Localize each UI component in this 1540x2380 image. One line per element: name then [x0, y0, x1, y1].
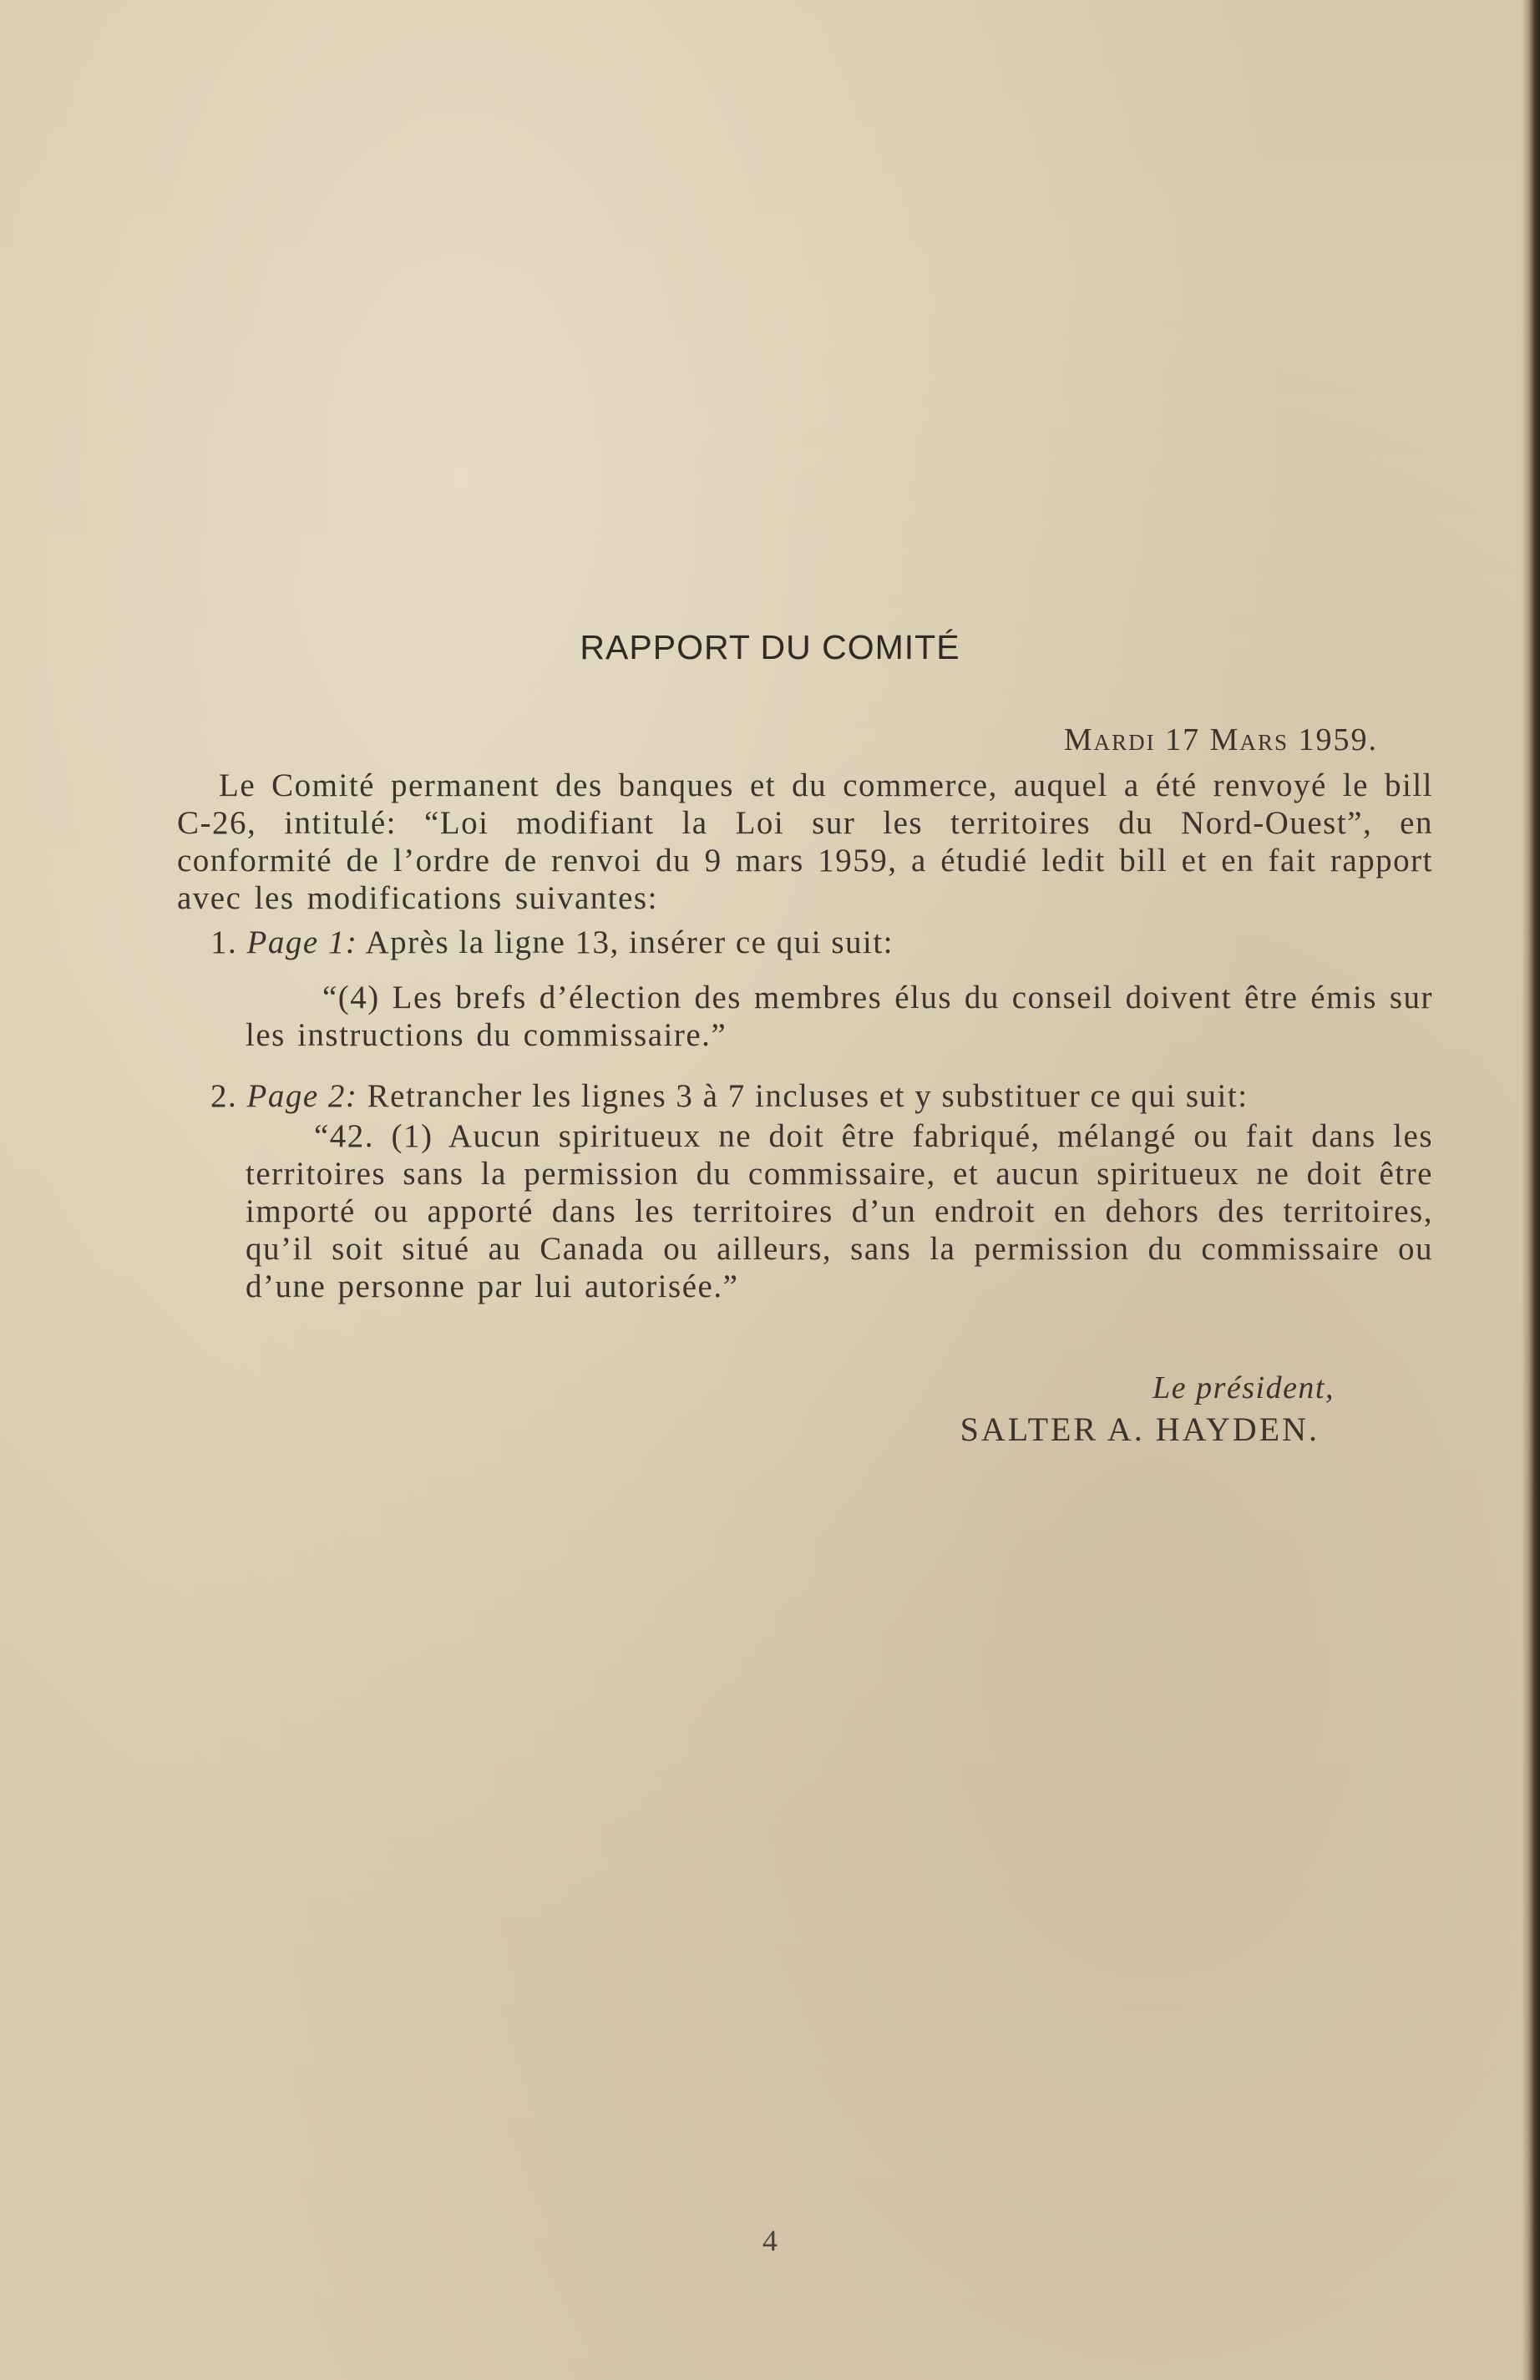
signature-role: Le président,	[1152, 1370, 1335, 1405]
page-binding-edge	[1522, 0, 1540, 2380]
amendment-1-quote: “(4) Les brefs d’élection des membres élus du conseil doivent être émis sur les instructions du commissaire.”	[246, 980, 1433, 1053]
amendment-number: 1.	[210, 924, 238, 960]
report-title: RAPPORT DU COMITÉ	[580, 628, 960, 666]
signature-name: SALTER A. HAYDEN.	[960, 1410, 1320, 1448]
report-paragraph: Le Comité permanent des banques et du commerce, auquel a été renvoyé le bill C-26, intitulé: “Loi modifiant la Loi sur les territoires du Nord-Ouest”, en conformité de l’ordre de renvoi du 9 mars 1959, a étudié ledit bill et en fait rapport avec les modifications suivantes:	[177, 767, 1433, 916]
amendment-instruction: Retrancher les lignes 3 à 7 incluses et y substituer ce qui suit:	[367, 1078, 1249, 1114]
amendment-2-line	[210, 1077, 1433, 1115]
amendment-1-line	[210, 924, 1433, 961]
amendment-instruction: Après la ligne 13, insérer ce qui suit:	[365, 924, 894, 960]
amendment-page-ref: Page 2:	[246, 1078, 358, 1114]
amendment-page-ref: Page 1:	[246, 924, 358, 960]
amendment-2-quote: “42. (1) Aucun spiritueux ne doit être fabriqué, mélangé ou fait dans les territoires sans la permission du commissaire, et aucun spiritueux ne doit être importé ou apporté dans les territoires d’un endroit en dehors des territoires, qu’il soit situé au Canada ou ailleurs, sans la permission du commissaire ou d’une personne par lui autorisée.”	[246, 1118, 1433, 1304]
page-number: 4	[762, 2224, 778, 2257]
report-date: Mardi 17 Mars 1959.	[1063, 722, 1378, 757]
amendment-number: 2.	[210, 1078, 238, 1114]
